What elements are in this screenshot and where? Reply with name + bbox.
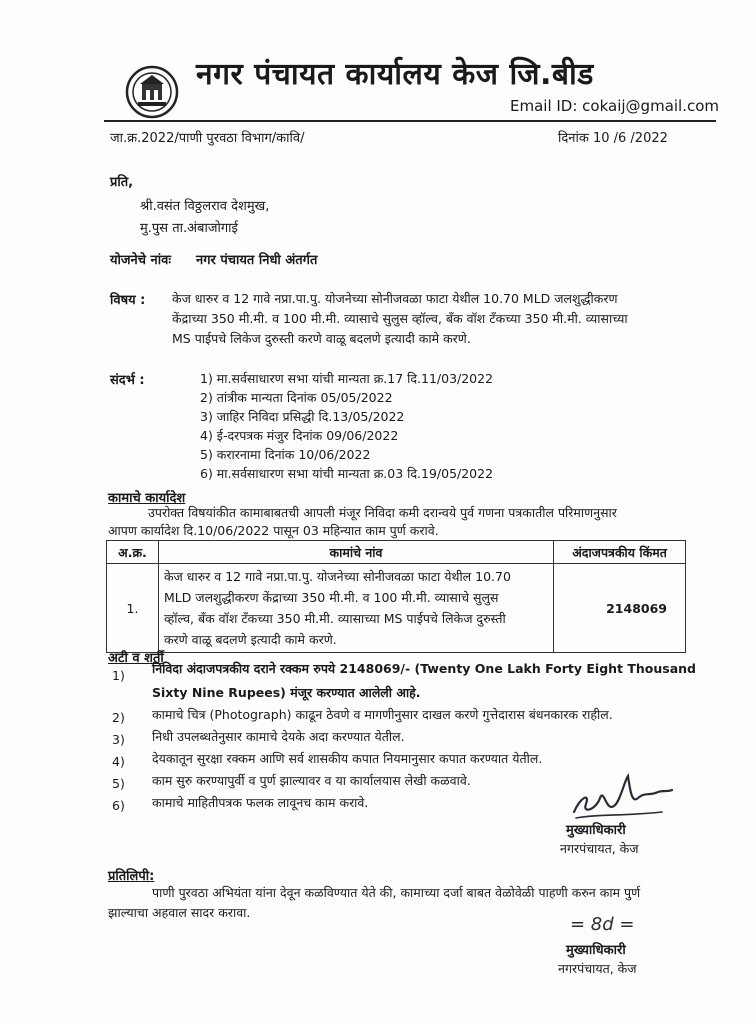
subject-line: केज धारुर व 12 गावे नप्रा.पा.पु. योजनेच्या सोनीजवळा फाटा येथील 10.70 MLD जलशुद्धीकरण (172, 291, 618, 306)
work-description-line: केज धारुर व 12 गावे नप्रा.पा.पु. योजनेच्या सोनीजवळा फाटा येथील 10.70 (163, 569, 511, 584)
to-label: प्रति, (110, 175, 134, 190)
column-header: कामांचे नांव (158, 541, 553, 564)
condition-text: काम सुरु करण्यापुर्वी व पुर्ण झाल्यावर व या कार्यालयास लेखी कळवावे. (152, 773, 471, 788)
work-description-line: करणे वाळू बदलणे इत्यादी कामे करणे. (163, 632, 337, 647)
work-order-line: उपरोक्त विषयांकीत कामाबाबतची आपली मंजूर निविदा कमी दरान्वये पुर्व गणना पत्रकातील परिमाणनुसार (148, 505, 617, 520)
signatory-designation: मुख्याधिकारी (566, 823, 626, 838)
signatory-office: नगरपंचायत, केज (558, 961, 637, 976)
work-order-line: आपण कार्यादेश दि.10/06/2022 पासून 03 महिन्यात काम पुर्ण करावे. (108, 523, 439, 538)
copy-line: झाल्याचा अहवाल सादर करावा. (108, 905, 251, 920)
work-description-line: MLD जलशुद्धीकरण केंद्राच्या 350 मी.मी. व 100 मी.मी. व्यासाचे सुलुस (163, 590, 499, 605)
condition-text: कामाचे चित्र (Photograph) काढून ठेवणे व मागणीनुसार दाखल करणे गुत्तेदारास बंधनकारक राहील. (152, 707, 613, 722)
conditions-heading: अटी व शर्ती (108, 651, 164, 666)
estimated-amount-cell: 2148069 (554, 564, 686, 653)
letter-date: दिनांक 10 /6 /2022 (558, 131, 668, 146)
references-label: संदर्भ : (110, 373, 145, 388)
reference-item: 3) जाहिर निविदा प्रसिद्धी दि.13/05/2022 (200, 409, 405, 424)
reference-item: 4) ई-दरपत्रक मंजुर दिनांक 09/06/2022 (200, 428, 399, 443)
reference-item: 6) मा.सर्वसाधारण सभा यांची मान्यता क्र.03 दि.19/05/2022 (200, 466, 494, 481)
office-email: Email ID: cokaij@gmail.com (510, 97, 720, 115)
column-header: अ.क्र. (107, 541, 159, 564)
table-row (107, 564, 686, 653)
reference-item: 5) करारनामा दिनांक 10/06/2022 (200, 447, 371, 462)
signature-initials: = 8d = (570, 914, 635, 935)
table-header-row (107, 541, 686, 564)
column-header: अंदाजपत्रकीय किंमत (554, 541, 686, 564)
subject-line: केंद्राच्या 350 मी.मी. व 100 मी.मी. व्यासाचे सुलुस व्हॉल्व, बँक वॉश टँकच्या 350 मी.मी. व्यासाच्या (172, 311, 628, 326)
condition-number: 5) (112, 776, 125, 791)
work-description-cell (158, 564, 553, 653)
scheme-value: नगर पंचायत निधी अंतर्गत (196, 253, 318, 268)
work-description-line: व्हॉल्व, बँक वॉश टँकच्या 350 मी.मी. व्यासाच्या MS पाईपचे लिकेज दुरुस्ती (163, 611, 506, 626)
serial-number-cell: 1. (107, 564, 159, 653)
copy-line: पाणी पुरवठा अभियंता यांना देवून कळविण्यात येते की, कामाच्या दर्जा बाबत वेळोवेळी पाहणी करुन काम पुर्ण (152, 885, 641, 900)
signatory-office: नगरपंचायत, केज (560, 841, 639, 856)
condition-text: निविदा अंदाजपत्रकीय दराने रक्कम रुपये 2148069/- (Twenty One Lakh Forty Eight Thousand (152, 661, 696, 676)
condition-text: कामाचे माहितीपत्रक फलक लावूनच काम करावे. (152, 795, 369, 810)
reference-number: जा.क्र.2022/पाणी पुरवठा विभाग/कावि/ (110, 131, 305, 146)
recipient-address: मु.पुस ता.अंबाजोगाई (140, 221, 238, 236)
header-divider (104, 120, 716, 122)
reference-item: 2) तांत्रीक मान्यता दिनांक 05/05/2022 (200, 390, 393, 405)
signatory-designation: मुख्याधिकारी (566, 943, 626, 958)
condition-number: 2) (112, 710, 125, 725)
condition-text: Sixty Nine Rupees) मंजूर करण्यात आलेली आहे. (152, 685, 421, 700)
copy-label: प्रतिलिपी: (108, 869, 155, 884)
condition-number: 3) (112, 732, 125, 747)
work-table (106, 540, 686, 653)
condition-number: 4) (112, 754, 125, 769)
scheme-label: योजनेचे नांवः (110, 253, 171, 268)
reference-item: 1) मा.सर्वसाधारण सभा यांची मान्यता क्र.17 दि.11/03/2022 (200, 371, 494, 386)
work-order-heading: कामाचे कार्यादेश (108, 491, 186, 506)
subject-line: MS पाईपचे लिकेज दुरुस्ती करणे वाळू बदलणे इत्यादी कामे करणे. (172, 331, 471, 346)
condition-number: 1) (112, 668, 125, 683)
recipient-name: श्री.वसंत विठ्ठलराव देशमुख, (140, 199, 270, 214)
condition-text: देयकातून सुरक्षा रक्कम आणि सर्व शासकीय कपात नियमानुसार कपात करण्यात येतील. (152, 751, 543, 766)
office-title: नगर पंचायत कार्यालय केज जि.बीड (196, 57, 594, 92)
condition-number: 6) (112, 798, 125, 813)
subject-label: विषय : (110, 293, 146, 308)
signature-icon (566, 768, 676, 824)
condition-text: निधी उपलब्धतेनुसार कामाचे देयके अदा करण्यात येतील. (152, 729, 405, 744)
municipal-emblem-icon (124, 64, 180, 120)
